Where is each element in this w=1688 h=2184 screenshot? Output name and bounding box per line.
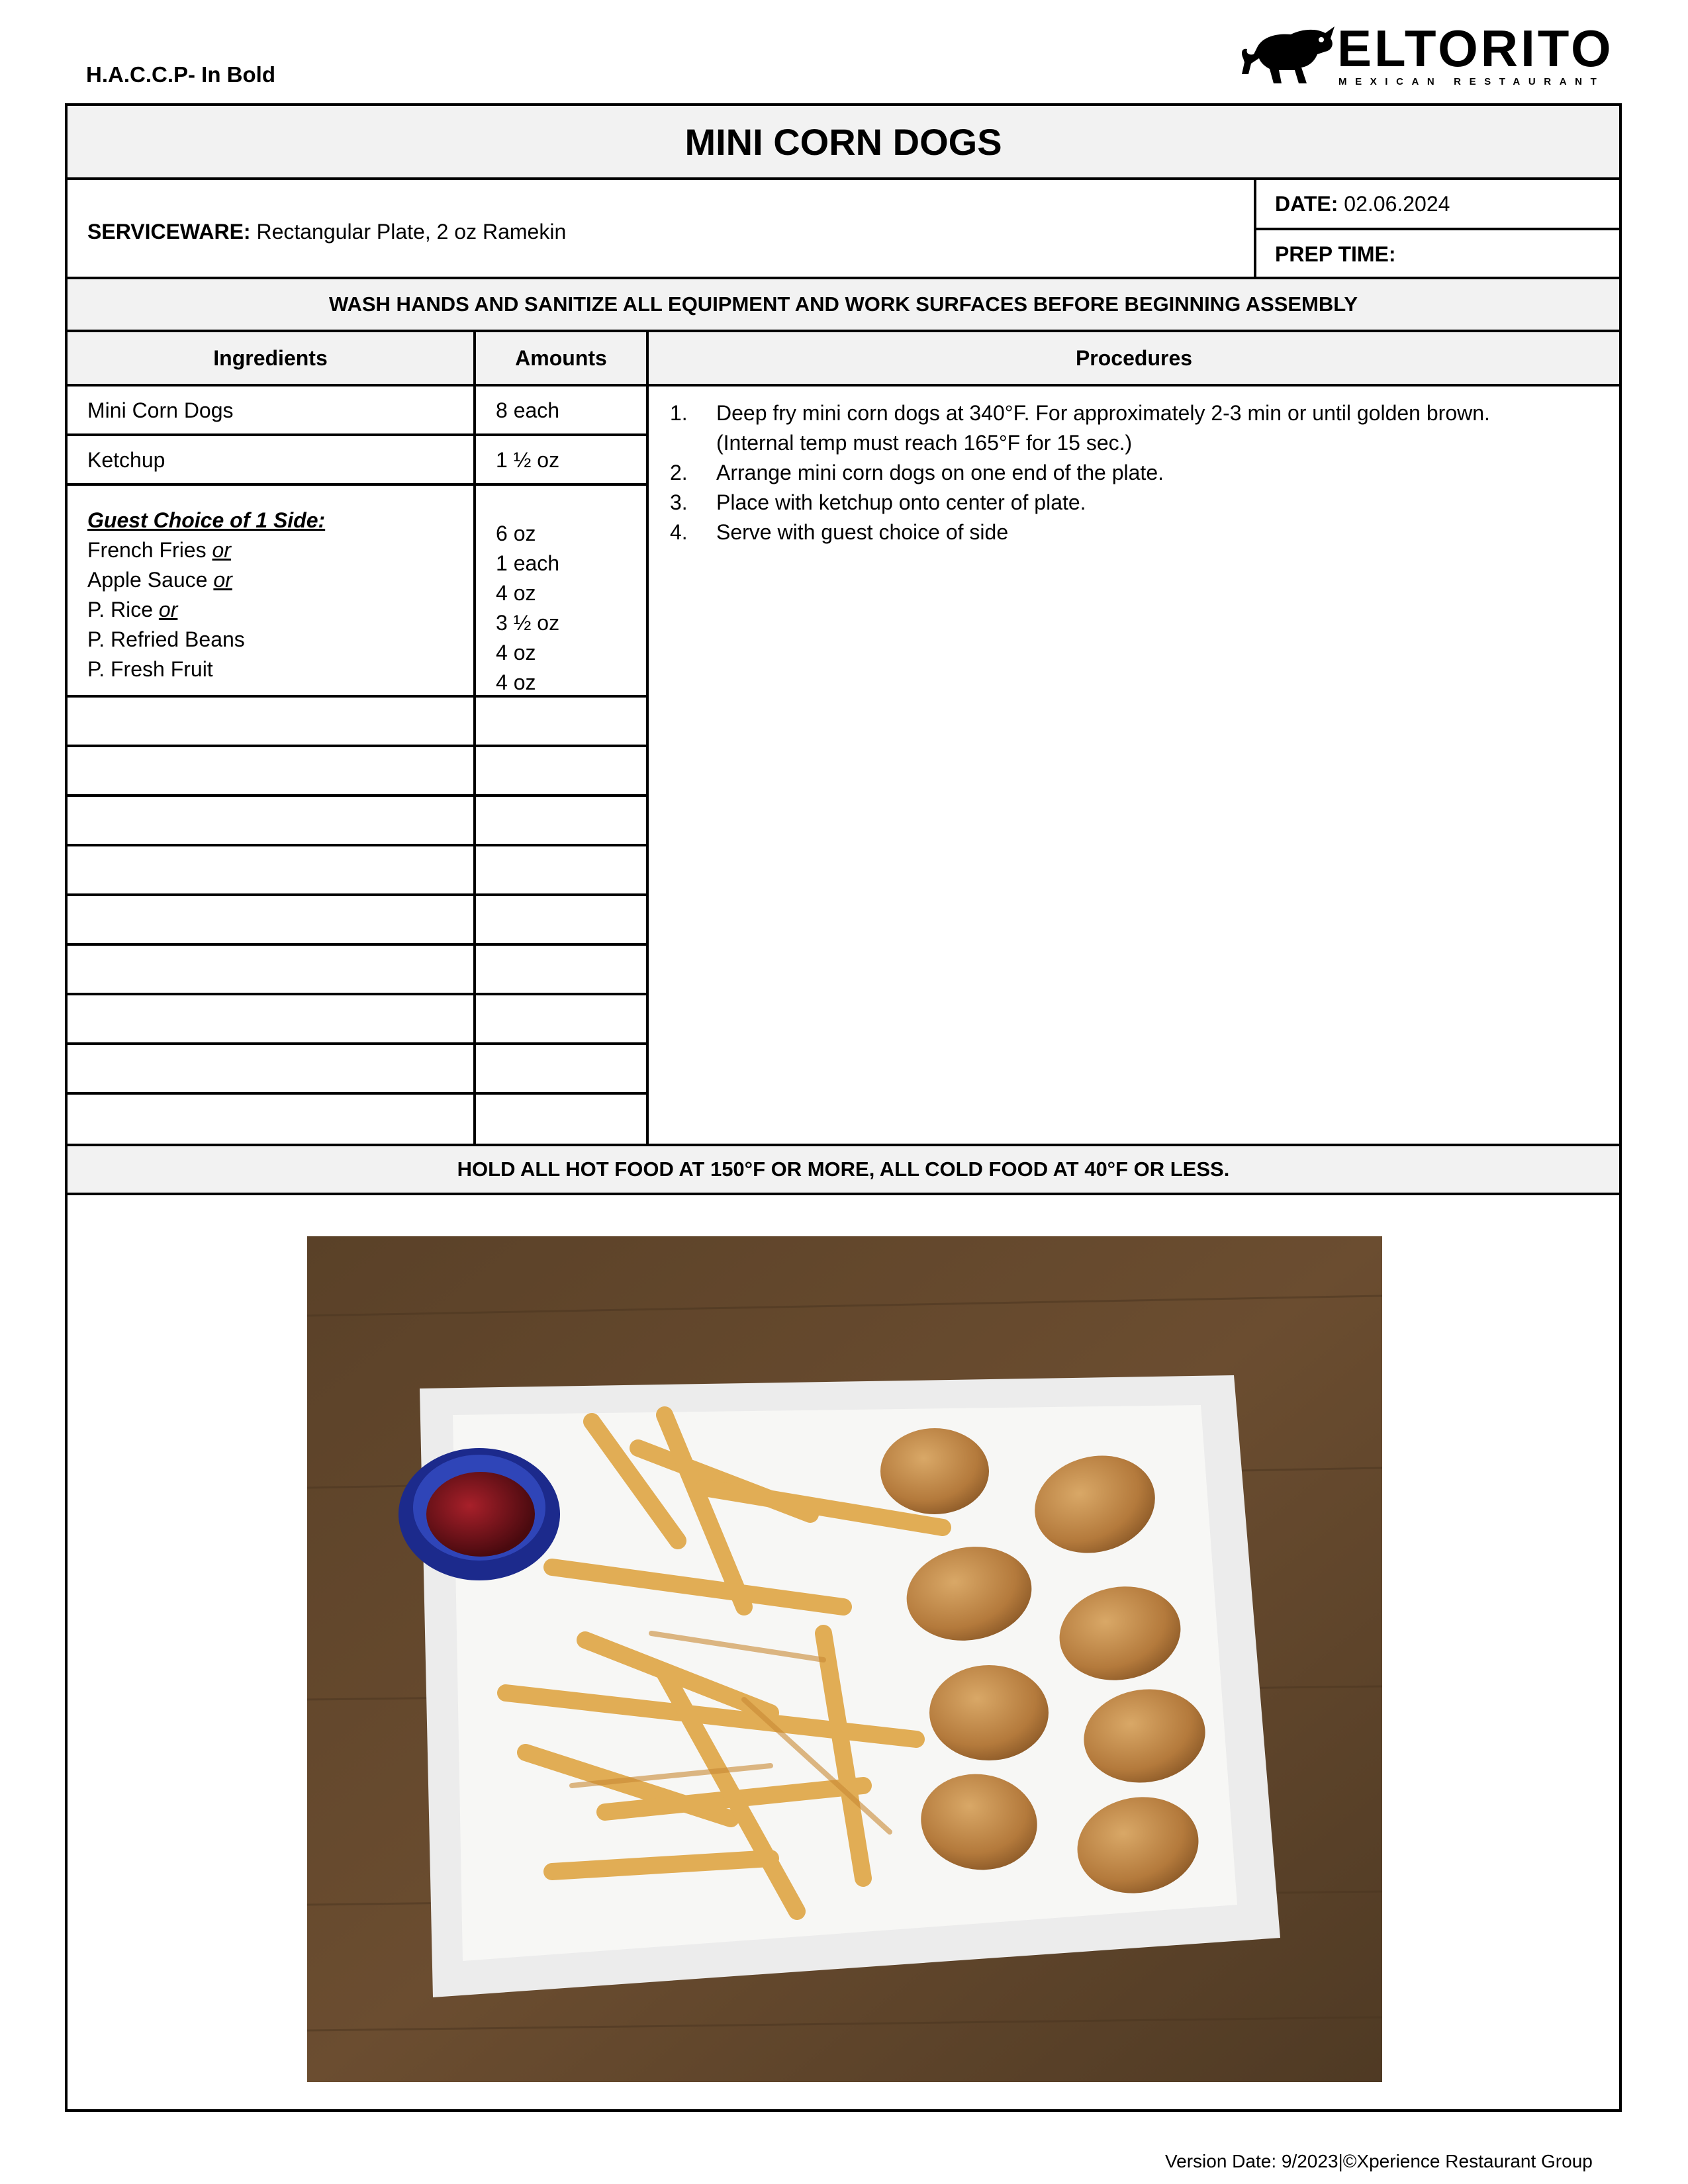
serviceware-value: Rectangular Plate, 2 oz Ramekin — [250, 220, 567, 244]
side-amount: 4 oz — [496, 641, 536, 664]
empty-ingredient-cell — [68, 1095, 476, 1144]
procedure-list — [670, 398, 1597, 547]
empty-ingredient-cell — [68, 747, 476, 797]
empty-amount-cell — [476, 846, 649, 896]
ingredient-cell — [68, 436, 476, 486]
empty-ingredient-cell — [68, 846, 476, 896]
hold-temperature-notice: HOLD ALL HOT FOOD AT 150°F OR MORE, ALL COLD FOOD AT 40°F OR LESS. — [68, 1144, 1619, 1195]
side-choice-list — [87, 506, 325, 684]
or-connector: or — [212, 538, 231, 562]
ingredient-amount: 8 each — [496, 398, 560, 422]
side-choice-cell — [68, 486, 476, 698]
version-footer: Version Date: 9/2023|©Xperience Restaurant Group — [1165, 2151, 1593, 2171]
plated-dish-photo — [307, 1236, 1382, 2082]
empty-ingredient-cell — [68, 946, 476, 995]
side-amount: 4 oz — [496, 670, 536, 694]
bull-icon — [1238, 20, 1337, 86]
ingredient-cell — [68, 387, 476, 436]
side-amount: 3 ½ oz — [496, 611, 560, 635]
empty-amount-cell — [476, 995, 649, 1045]
empty-ingredient-cell — [68, 698, 476, 747]
empty-amount-cell — [476, 1095, 649, 1144]
empty-amount-cell — [476, 896, 649, 946]
side-choice-heading: Guest Choice of 1 Side: — [87, 508, 326, 532]
empty-amount-cell — [476, 747, 649, 797]
empty-amount-cell — [476, 797, 649, 846]
amount-cell — [476, 436, 649, 486]
ingredient-name: Ketchup — [87, 448, 165, 472]
procedures-header: Procedures — [649, 332, 1619, 387]
ingredient-name: Mini Corn Dogs — [87, 398, 234, 422]
date-cell — [1256, 180, 1619, 230]
or-connector: or — [213, 568, 232, 592]
empty-ingredient-cell — [68, 1045, 476, 1095]
logo-wordmark: ELTORITO — [1337, 19, 1614, 77]
side-amount: 1 each — [496, 551, 560, 575]
empty-amount-cell — [476, 698, 649, 747]
side-amount-list — [496, 519, 559, 698]
side-amount-cell — [476, 486, 649, 698]
prep-time-cell — [1256, 230, 1619, 279]
procedure-step: 1. Deep fry mini corn dogs at 340°F. For approximately 2-3 min or until golden brown. (Internal temp must reach 165°F for 15 sec.) — [670, 401, 1490, 455]
side-amount: 4 oz — [496, 581, 536, 605]
side-option: P. Rice or — [87, 598, 178, 621]
prep-time-label: PREP TIME: — [1275, 242, 1396, 266]
procedure-step: 4. Serve with guest choice of side — [670, 520, 1009, 544]
el-torito-logo — [1238, 20, 1628, 86]
amounts-header: Amounts — [476, 332, 649, 387]
empty-amount-cell — [476, 946, 649, 995]
side-option: P. Fresh Fruit — [87, 657, 213, 681]
amount-cell — [476, 387, 649, 436]
procedure-step: 3. Place with ketchup onto center of plate. — [670, 490, 1086, 514]
empty-amount-cell — [476, 1045, 649, 1095]
logo-tagline: MEXICAN RESTAURANT — [1338, 76, 1605, 87]
side-option: Apple Sauce or — [87, 568, 232, 592]
ingredients-header: Ingredients — [68, 332, 476, 387]
ingredient-amount: 1 ½ oz — [496, 448, 560, 472]
empty-ingredient-cell — [68, 995, 476, 1045]
recipe-card — [65, 103, 1622, 2112]
wash-notice: WASH HANDS AND SANITIZE ALL EQUIPMENT AND WORK SURFACES BEFORE BEGINNING ASSEMBLY — [68, 279, 1619, 332]
date-value: 02.06.2024 — [1338, 192, 1450, 216]
haccp-note: H.A.C.C.P- In Bold — [86, 62, 275, 87]
serviceware-label: SERVICEWARE: — [87, 220, 251, 244]
side-option: French Fries or — [87, 538, 231, 562]
side-amount: 6 oz — [496, 522, 536, 545]
date-label: DATE: — [1275, 192, 1338, 216]
empty-ingredient-cell — [68, 896, 476, 946]
serviceware — [87, 220, 566, 244]
side-option: P. Refried Beans — [87, 627, 245, 651]
procedures-cell — [649, 387, 1619, 1247]
or-connector: or — [158, 598, 178, 621]
recipe-title: MINI CORN DOGS — [68, 106, 1619, 180]
procedure-step: 2. Arrange mini corn dogs on one end of the plate. — [670, 461, 1164, 484]
empty-ingredient-cell — [68, 797, 476, 846]
